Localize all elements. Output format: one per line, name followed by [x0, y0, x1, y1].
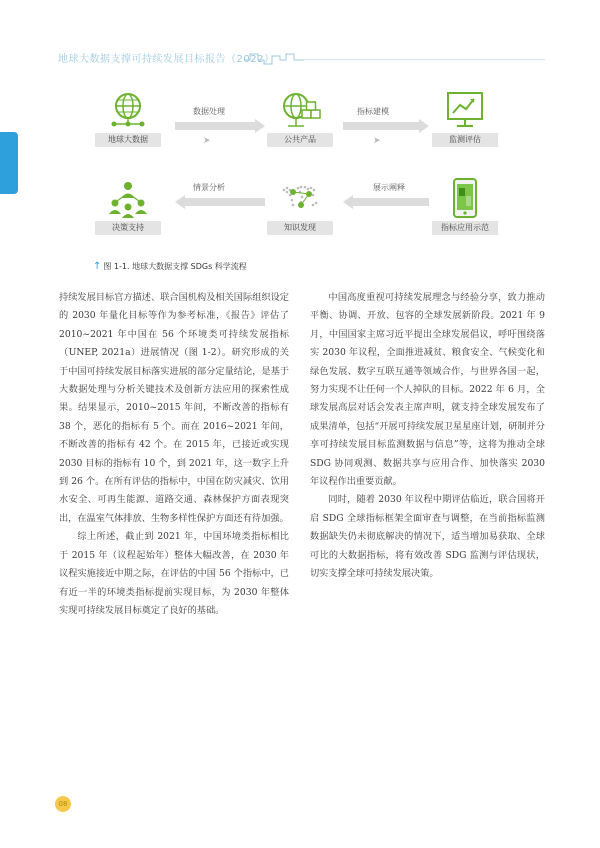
connector-label-scenario-analysis: 情景分析	[193, 183, 225, 192]
chevron-right-icon: ➤	[203, 136, 211, 146]
left-arrow-icon	[175, 195, 265, 209]
phone-map-icon	[443, 178, 487, 218]
connector-label-presentation: 展示阐释	[373, 183, 405, 192]
chevron-right-icon: ➤	[373, 136, 381, 146]
caption-text: 图 1-1. 地球大数据支撑 SDGs 科学流程	[103, 262, 247, 271]
node-monitoring-evaluation	[432, 90, 498, 147]
header-rule	[303, 59, 545, 60]
monitor-chart-icon	[443, 90, 487, 130]
left-column	[59, 289, 289, 620]
node-label: 决策支持	[95, 221, 161, 235]
node-label: 监测评估	[432, 133, 498, 147]
people-network-icon	[106, 178, 150, 218]
left-paragraph-2: 综上所述，截止到 2021 年，中国环境类指标相比于 2015 年（议程起始年）整体大幅改善，在 2030 年议程实施接近中期之际，在评估的中国 56 个指标中，已有近一半的环境类指标提前实现目标，为 2030 年整体实现可持续发展目标奠定了良好的基础。	[59, 531, 289, 616]
left-paragraph-1: 持续发展目标官方描述、联合国机构及相关国际组织设定的 2030 年量化目标等作为参考标准，《报告》评估了 2010~2021 年中国在 56 个环境类可持续发展指标（UNEP, 2021a）进展情况（图 1-2）。研究形成的关于中国可持续发展目标落实进展的部分定量结论，是基于大数据处理与分析关键技术及创新方法应用的探索性成果。结果显示，2010~2015 年间，不断改善的指标有 38 个，恶化的指标有 5 个。而在 2016~2021 年间，不断改善的指标有 42 个。在 2015 年，已接近或实现 2030 目标的指标有 10 个，到 2021 年，这一数字上升到 26 个。在所有评估的指标中，中国在防灾减灾、饮用水安全、可再生能源、道路交通、森林保护方面表现突出，在温室气体排放、生物多样性保护方面还有待加强。	[59, 292, 289, 524]
caption-arrow-icon: ↑	[93, 261, 102, 272]
globe-boxes-icon	[278, 90, 322, 130]
node-public-products	[267, 90, 333, 147]
right-column	[310, 289, 545, 584]
node-earth-big-data	[95, 90, 161, 147]
connector-label-indicator-modeling: 指标建模	[357, 107, 389, 116]
right-arrow-icon	[343, 119, 429, 133]
node-indicator-demo	[432, 178, 498, 235]
right-paragraph-1: 中国高度重视可持续发展理念与经验分享，致力推动平衡、协调、开放、包容的全球发展新阶段。2021 年 9 月，中国国家主席习近平提出全球发展倡议，呼吁围绕落实 2030 年议程，全面推进减贫、粮食安全、气候变化和绿色发展、数字互联互通等领域合作，与世界各国一起，努力实现不让任何一个人掉队的目标。2022 年 6 月，全球发展高层对话会发表主席声明，就支持全球发展发布了成果清单，包括“开展可持续发展卫星星座计划，研制并分享可持续发展目标监测数据与信息”等，这将为推动全球 SDG 协同观测、数据共享与应用合作、加快落实 2030 年议程作出重要贡献。	[310, 292, 545, 488]
node-label: 公共产品	[267, 133, 333, 147]
running-header: 地球大数据支撑可持续发展目标报告（2022）	[58, 54, 275, 65]
node-knowledge-discovery	[267, 178, 333, 235]
world-map-icon	[278, 178, 322, 218]
chapter-tab	[0, 132, 18, 194]
node-label: 指标应用示范	[432, 221, 498, 235]
node-label: 地球大数据	[95, 133, 161, 147]
connector-label-data-processing: 数据处理	[193, 107, 225, 116]
right-paragraph-2: 同时，随着 2030 年议程中期评估临近，联合国将开启 SDG 全球指标框架全面审查与调整，在当前指标监测数据缺失仍未彻底解决的情况下，适当增加易获取、全球可比的大数据指标，将有效改善 SDG 监测与评估现状，切实支撑全球可持续发展决策。	[310, 494, 545, 580]
header-decoration	[244, 52, 304, 66]
page-number: 08	[55, 796, 71, 812]
node-decision-support	[95, 178, 161, 235]
figure-caption	[93, 261, 247, 272]
right-arrow-icon	[175, 119, 265, 133]
left-arrow-icon	[343, 195, 429, 209]
node-label: 知识发现	[267, 221, 333, 235]
sdg-flow-figure	[95, 90, 500, 250]
globe-network-icon	[106, 90, 150, 130]
